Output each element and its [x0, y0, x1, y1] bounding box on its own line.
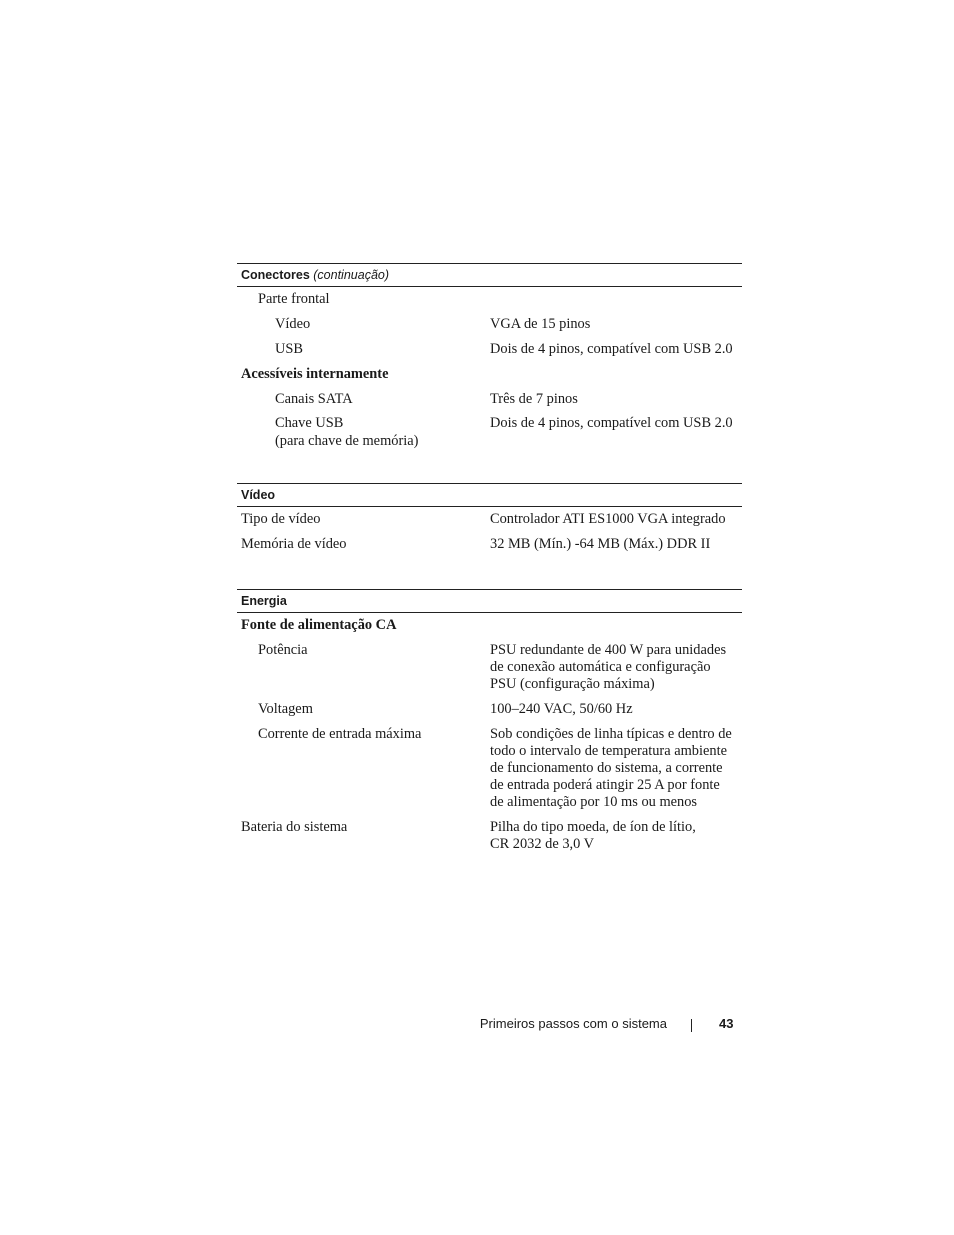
connectors-title: Conectores — [241, 268, 310, 282]
video-memory-label: Memória de vídeo — [241, 536, 347, 552]
max-current-value — [490, 726, 742, 811]
wattage-value — [490, 642, 742, 693]
wattage-label: Potência — [258, 642, 308, 658]
psu-label: Fonte de alimentação CA — [241, 617, 397, 633]
battery-value — [490, 819, 742, 853]
power-table — [237, 589, 742, 852]
wattage-value-line: PSU (configuração máxima) — [490, 676, 655, 692]
usb-key-value: Dois de 4 pinos, compatível com USB 2.0 — [490, 415, 733, 431]
footer-separator — [691, 1019, 692, 1032]
battery-value-line: Pilha do tipo moeda, de íon de lítio, — [490, 819, 696, 835]
internal-label: Acessíveis internamente — [241, 366, 389, 382]
connectors-title-suffix: (continuação) — [313, 268, 390, 282]
footer-title: Primeiros passos com o sistema — [479, 1016, 667, 1031]
video-type-value: Controlador ATI ES1000 VGA integrado — [490, 511, 726, 527]
max-current-value-line: todo o intervalo de temperatura ambiente — [490, 743, 727, 759]
usb-key-label: Chave USB — [275, 415, 344, 431]
sata-label: Canais SATA — [275, 391, 353, 407]
max-current-label: Corrente de entrada máxima — [258, 726, 422, 742]
max-current-value-line: de funcionamento do sistema, a corrente — [490, 760, 723, 776]
video-connector-value: VGA de 15 pinos — [490, 316, 591, 332]
usb-connector-label: USB — [275, 341, 303, 357]
video-type-label: Tipo de vídeo — [241, 511, 321, 527]
front-panel-label: Parte frontal — [258, 291, 330, 307]
video-table — [237, 483, 742, 552]
power-header — [237, 589, 742, 613]
power-title: Energia — [241, 594, 287, 608]
page-number: 43 — [719, 1016, 734, 1031]
video-title: Vídeo — [241, 488, 276, 502]
max-current-value-line: de alimentação por 10 ms ou menos — [490, 794, 698, 810]
battery-label: Bateria do sistema — [241, 819, 348, 835]
max-current-value-line: de entrada poderá atingir 25 A por fonte — [490, 777, 720, 793]
battery-value-line: CR 2032 de 3,0 V — [490, 836, 595, 852]
sata-value: Três de 7 pinos — [490, 391, 578, 407]
video-memory-value: 32 MB (Mín.) -64 MB (Máx.) DDR II — [490, 536, 711, 552]
wattage-value-line: de conexão automática e configuração — [490, 659, 711, 675]
usb-key-label-note: (para chave de memória) — [275, 433, 419, 449]
max-current-value-line: Sob condições de linha típicas e dentro de — [490, 726, 732, 742]
wattage-value-line: PSU redundante de 400 W para unidades — [490, 642, 727, 658]
voltage-label: Voltagem — [258, 701, 313, 717]
video-header — [237, 483, 742, 507]
voltage-value: 100–240 VAC, 50/60 Hz — [490, 701, 633, 717]
usb-connector-value: Dois de 4 pinos, compatível com USB 2.0 — [490, 341, 733, 357]
connectors-table — [237, 263, 742, 449]
connectors-header — [237, 263, 742, 287]
video-connector-label: Vídeo — [275, 316, 311, 332]
